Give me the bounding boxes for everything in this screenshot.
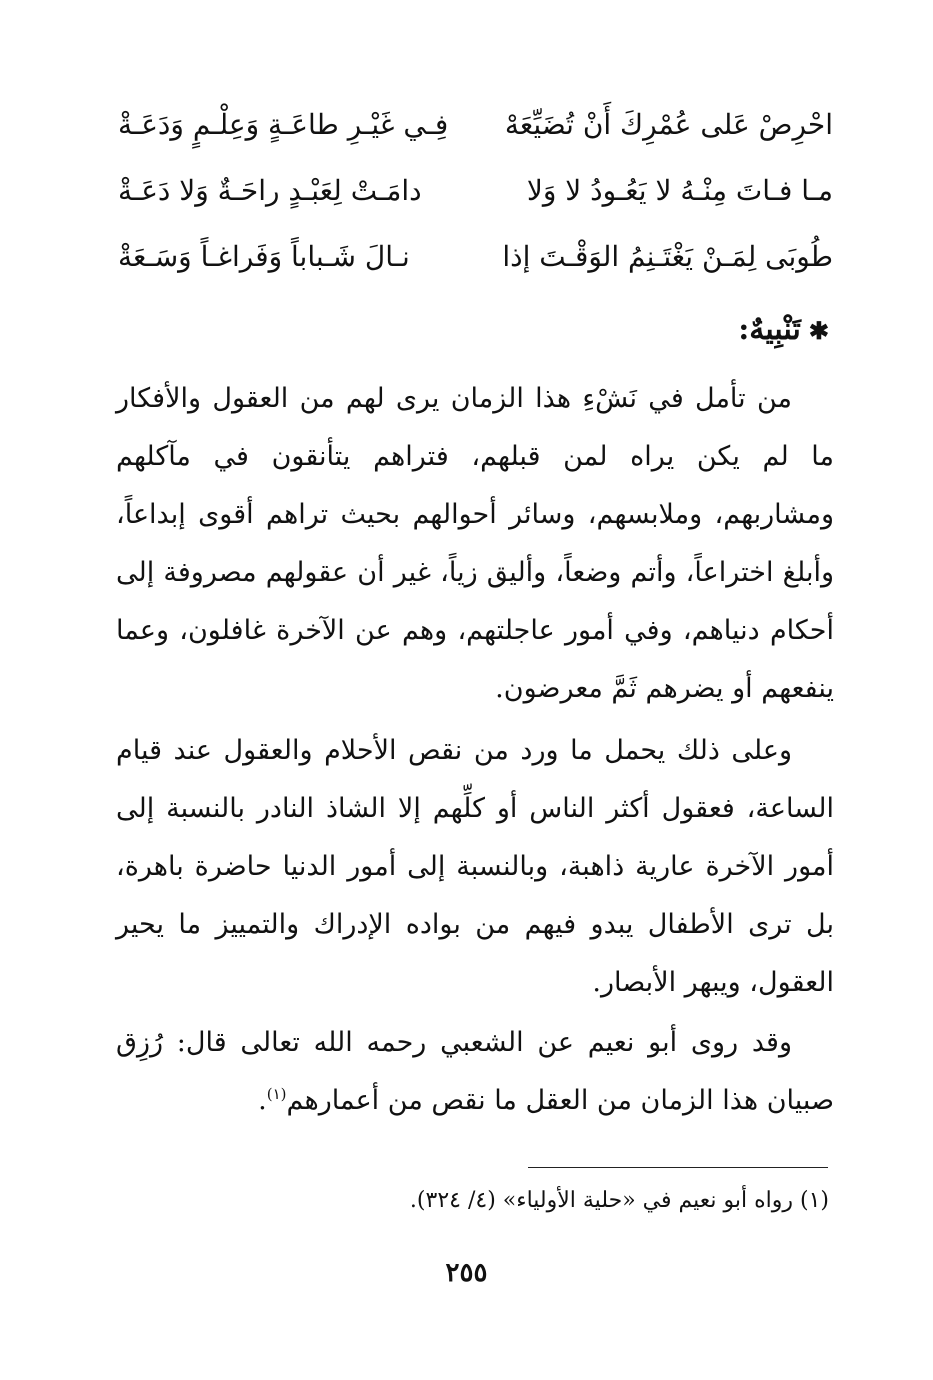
- body-paragraph: [116, 1014, 834, 1130]
- verse-second-hemistich: دامَـتْ لِعَبْـدٍ راحَـةٌ وَلا دَعَـةْ: [118, 174, 422, 207]
- footnote-separator: [528, 1167, 828, 1168]
- footnote: (١) رواه أبو نعيم في «حلية الأولياء» (٤/ ٣٢٤).: [409, 1188, 829, 1213]
- paragraph-text: وقد روى أبو نعيم عن الشعبي رحمه الله تعالى قال: رُزِق صبيان هذا الزمان من العقل ما نقص من أعمارهم: [116, 1027, 834, 1116]
- poem-verse: [118, 92, 833, 158]
- verse-first-hemistich: احْرِصْ عَلى عُمْرِكَ أَنْ تُضَيِّعَهْ: [504, 108, 833, 141]
- body-paragraph: من تأمل في نَشْءِ هذا الزمان يرى لهم من العقول والأفكار ما لم يكن يراه لمن قبلهم، فتراهم يتأنقون في مآكلهم ومشاربهم، وملابسهم، وسائر أحوالهم بحيث تراهم أقوى إبداعاً، وأبلغ اختراعاً، وأتم وضعاً، وأليق زياً، غير أن عقولهم مصروفة إلى أحكام دنياهم، وفي أمور عاجلتهم، وهم عن الآخرة غافلون، وعما ينفعهم أو يضرهم ثَمَّ معرضون.: [116, 383, 834, 704]
- body-paragraph: وعلى ذلك يحمل ما ورد من نقص الأحلام والعقول عند قيام الساعة، فعقول أكثر الناس أو كلِّهم إلا الشاذ النادر بالنسبة إلى أمور الآخرة عارية ذاهبة، وبالنسبة إلى أمور الدنيا حاضرة باهرة، بل ترى الأطفال يبدو فيهم من بواده الإدراك والتمييز ما يحير العقول، ويبهر الأبصار.: [116, 735, 834, 998]
- poem-verse: [118, 224, 833, 290]
- verse-first-hemistich: طُوبَى لِمَـنْ يَغْتَـنِمُ الوَقْـتَ إذا: [502, 240, 833, 273]
- asterisk-icon: ✱: [808, 316, 829, 345]
- verse-second-hemistich: فِـي غَيْـرِ طاعَـةٍ وَعِلْـمٍ وَدَعَـةْ: [118, 108, 449, 141]
- verse-first-hemistich: مـا فـاتَ مِنْـهُ لا يَعُـودُ لا وَلا: [526, 174, 833, 207]
- footnote-reference[interactable]: (١): [266, 1085, 287, 1103]
- note-heading-text: تَنْبِيهٌ:: [738, 312, 801, 347]
- sentence-end: .: [258, 1085, 267, 1116]
- note-heading: [738, 312, 829, 347]
- poem-verse: [118, 158, 833, 224]
- verse-second-hemistich: نـالَ شَـباباً وَفَراغـاً وَسَـعَةْ: [118, 240, 410, 273]
- page-number: ٢٥٥: [445, 1258, 488, 1288]
- poem: [118, 92, 833, 290]
